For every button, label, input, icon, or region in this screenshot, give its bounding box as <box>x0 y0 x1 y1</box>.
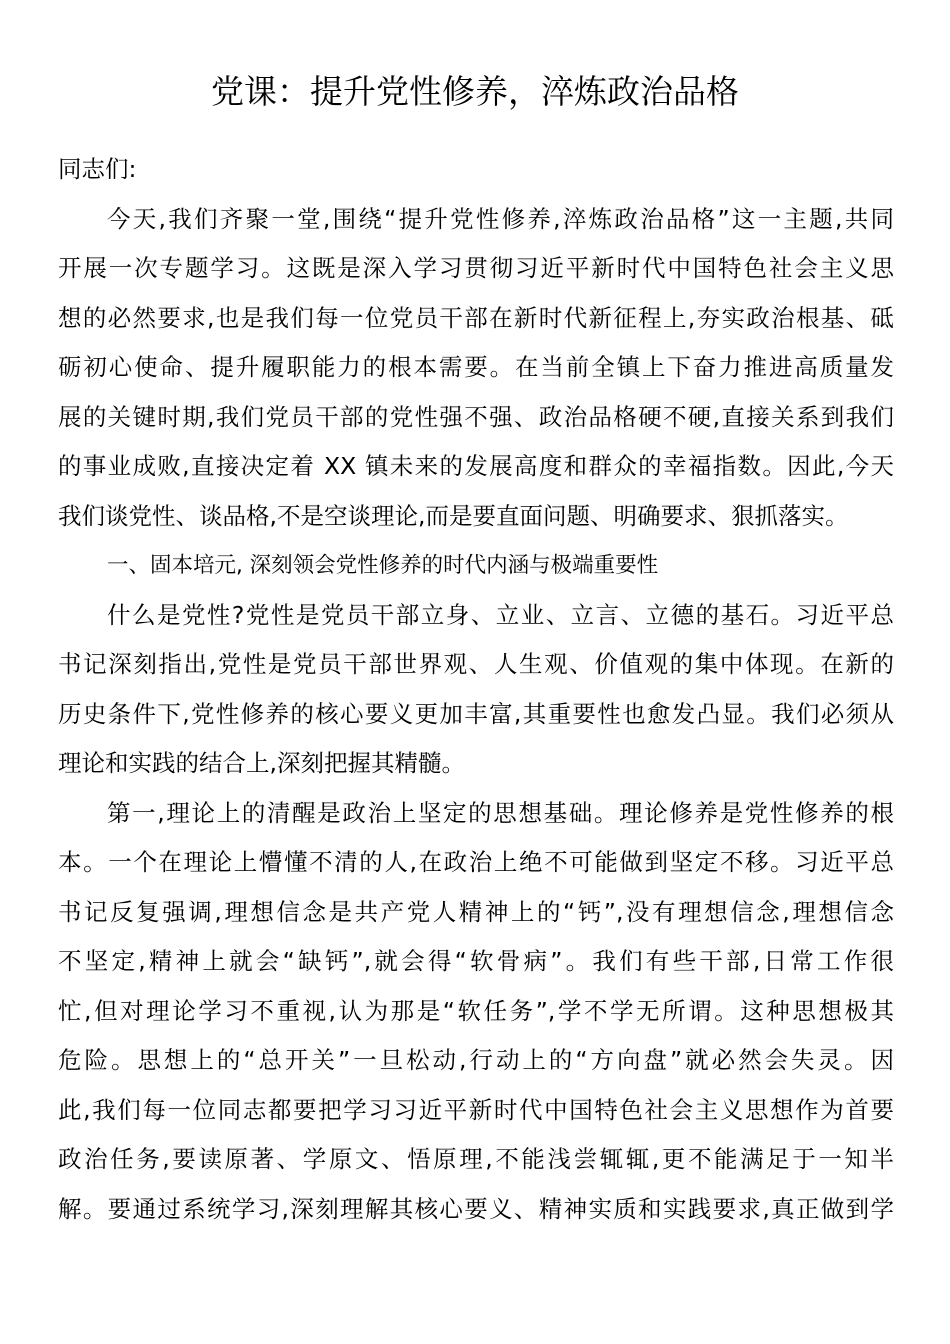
text-line: 不坚定,精神上就会“缺钙”,就会得“软骨病”。我们有些干部,日常工作很 <box>58 947 894 975</box>
text-line: 想的必然要求,也是我们每一位党员干部在新时代新征程上,夯实政治根基、砥 <box>58 303 894 332</box>
text-line: 我们谈党性、谈品格,不是空谈理论,而是要直面问题、明确要求、狠抓落实。 <box>58 501 849 530</box>
text-line: 今天,我们齐聚一堂,围绕“提升党性修养,淬炼政治品格”这一主题,共同 <box>107 204 894 233</box>
text-line: 危险。思想上的“总开关”一旦松动,行动上的“方向盘”就必然会失灵。因 <box>58 1046 894 1074</box>
text-line: 本。一个在理论上懵懂不清的人,在政治上绝不可能做到坚定不移。习近平总 <box>58 848 894 876</box>
paragraph-intro <box>58 195 894 542</box>
section-heading-text: 一、固本培元, 深刻领会党性修养的时代内涵与极端重要性 <box>107 553 659 578</box>
text-line: 砺初心使命、提升履职能力的根本需要。在当前全镇上下奋力推进高质量发 <box>58 353 894 381</box>
text-line: 书记反复强调,理想信念是共产党人精神上的“钙”,没有理想信念,理想信念 <box>58 897 894 926</box>
text-line: 此,我们每一位同志都要把学习习近平新时代中国特色社会主义思想作为首要 <box>58 1095 894 1124</box>
paragraph-section-1-point-1 <box>58 789 894 1235</box>
text-line: 第一,理论上的清醒是政治上坚定的思想基础。理论修养是党性修养的根 <box>107 798 894 827</box>
salutation: 同志们: <box>58 155 137 183</box>
text-line: 解。要通过系统学习,深刻理解其核心要义、精神实质和实践要求,真正做到学 <box>58 1194 894 1223</box>
text-line: 开展一次专题学习。这既是深入学习贯彻习近平新时代中国特色社会主义思 <box>58 254 894 282</box>
document-body <box>58 145 894 1234</box>
text-line: 书记深刻指出,党性是党员干部世界观、人生观、价值观的集中体现。在新的 <box>58 650 894 678</box>
section-heading <box>58 541 894 591</box>
text-line: 展的关键时期,我们党员干部的党性强不强、政治品格硬不硬,直接关系到我们 <box>58 402 894 431</box>
text-line: 的事业成败,直接决定着 XX 镇未来的发展高度和群众的幸福指数。因此,今天 <box>58 452 894 480</box>
document-title: 党课：提升党性修养，淬炼政治品格 <box>211 72 739 111</box>
text-line: 什么是党性?党性是党员干部立身、立业、立言、立德的基石。习近平总 <box>107 600 894 629</box>
text-line: 政治任务,要读原著、学原文、悟原理,不能浅尝辄辄,更不能满足于一知半 <box>58 1145 894 1173</box>
text-line: 历史条件下,党性修养的核心要义更加丰富,其重要性也愈发凸显。我们必须从 <box>58 699 894 728</box>
text-line: 忙,但对理论学习不重视,认为那是“软任务”,学不学无所谓。这种思想极其 <box>58 996 894 1025</box>
text-line: 理论和实践的结合上,深刻把握其精髓。 <box>58 749 465 777</box>
paragraph-section-1-intro <box>58 591 894 789</box>
